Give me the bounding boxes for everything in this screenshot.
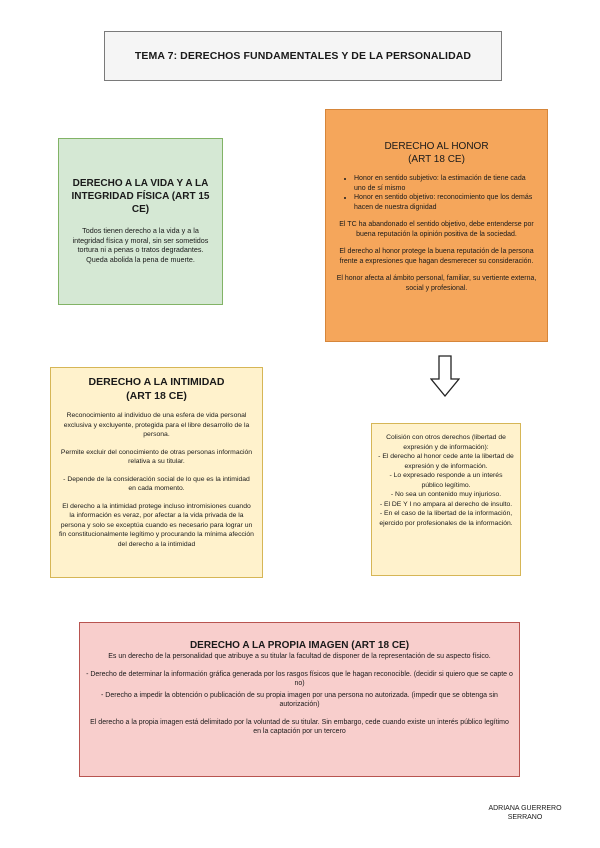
imagen-item: - Derecho a impedir la obtención o publicación de su propia imagen por una persona no autorizada. (impedir que se obtenga sin autorización) (101, 691, 498, 708)
intimidad-heading-line1: DERECHO A LA INTIMIDAD (88, 376, 225, 388)
page-title: TEMA 7: DERECHOS FUNDAMENTALES Y DE LA PERSONALIDAD (134, 50, 472, 62)
author-name (470, 804, 580, 822)
honor-paragraph: El honor afecta al ámbito personal, familiar, su vertiente externa, social y profesional. (336, 275, 537, 292)
honor-bullet: • Honor en sentido objetivo: reconocimiento que los demás hacen de nuestra dignidad (354, 193, 537, 212)
colision-line: - No sea un contenido muy injurioso. (390, 491, 502, 498)
intimidad-paragraph: Reconocimiento al individuo de una esfera de vida personal exclusiva y excluyente, protegida para el libre desarrollo de la persona. (63, 412, 250, 438)
down-arrow-icon (430, 355, 460, 397)
author-line2: SERRANO (507, 814, 543, 821)
imagen-item: - Derecho de determinar la información gráfica generada por los rasgos físicos que le hagan reconocible. (decidir si quiero que se capte o no) (86, 670, 513, 687)
intimidad-paragraph: El derecho a la intimidad protege incluso intromisiones cuando la información es veraz, por afectar a la vida privada de la persona y solo se exceptúa cuando es necesario para lograr un fin constitucionalmente legítimo y procurando la mínima afección del derecho a la intimidad (59, 502, 254, 548)
vida-box (58, 138, 223, 305)
honor-heading-line2: (ART 18 CE) (408, 154, 465, 165)
honor-heading (336, 140, 537, 166)
imagen-closing: El derecho a la propia imagen está delimitado por la voluntad de su titular. Sin embargo, cede cuando existe un interés público legítimo en la captación por un tercero (90, 718, 509, 735)
colision-line: - El DE Y I no ampara al derecho de insulto. (379, 500, 513, 508)
honor-paragraph: El derecho al honor protege la buena reputación de la persona frente a expresiones que hagan desmerecer su consideración. (339, 248, 534, 265)
colision-box (371, 423, 521, 576)
imagen-box (79, 622, 520, 777)
intimidad-paragraph: - Depende de la consideración social de lo que es la intimidad en cada momento. (63, 475, 250, 492)
author-line1: ADRIANA GUERRERO (488, 805, 562, 812)
intimidad-heading-line2: (ART 18 CE) (126, 390, 187, 402)
colision-line: - El derecho al honor cede ante la libertad de expresión y de información. (378, 453, 514, 470)
colision-line: - En el caso de la libertad de la información, ejercido por profesionales de la información. (379, 510, 513, 527)
honor-bullets (336, 174, 537, 212)
honor-paragraph: El TC ha abandonado el sentido objetivo, debe entenderse por buena reputación la opinión positiva de la sociedad. (339, 221, 534, 238)
page-title-box (104, 31, 502, 81)
imagen-heading: DERECHO A LA PROPIA IMAGEN (ART 18 CE) (189, 640, 410, 651)
intimidad-paragraph: Permite excluir del conocimiento de otras personas información relativa a su titular. (60, 448, 253, 465)
intimidad-box (50, 367, 263, 578)
vida-heading: DERECHO A LA VIDA Y A LA INTEGRIDAD FÍSICA (ART 15 CE) (71, 178, 210, 215)
honor-bullet: • Honor en sentido subjetivo: la estimación de tiene cada uno de sí mismo (354, 174, 537, 193)
colision-line: Colisión con otros derechos (libertad de expresión y de información): (386, 434, 506, 451)
honor-box (325, 109, 548, 342)
imagen-intro: Es un derecho de la personalidad que atribuye a su titular la facultad de disponer de la representación de su aspecto físico. (108, 653, 491, 660)
intimidad-heading (59, 375, 254, 403)
colision-line: - Lo expresado responde a un interés público legítimo. (389, 472, 503, 489)
vida-body: Todos tienen derecho a la vida y a la integridad física y moral, sin ser sometidos tortura ni a penas o tratos degradantes. Queda abolida la pena de muerte. (72, 226, 209, 264)
honor-heading-line1: DERECHO AL HONOR (384, 141, 489, 152)
